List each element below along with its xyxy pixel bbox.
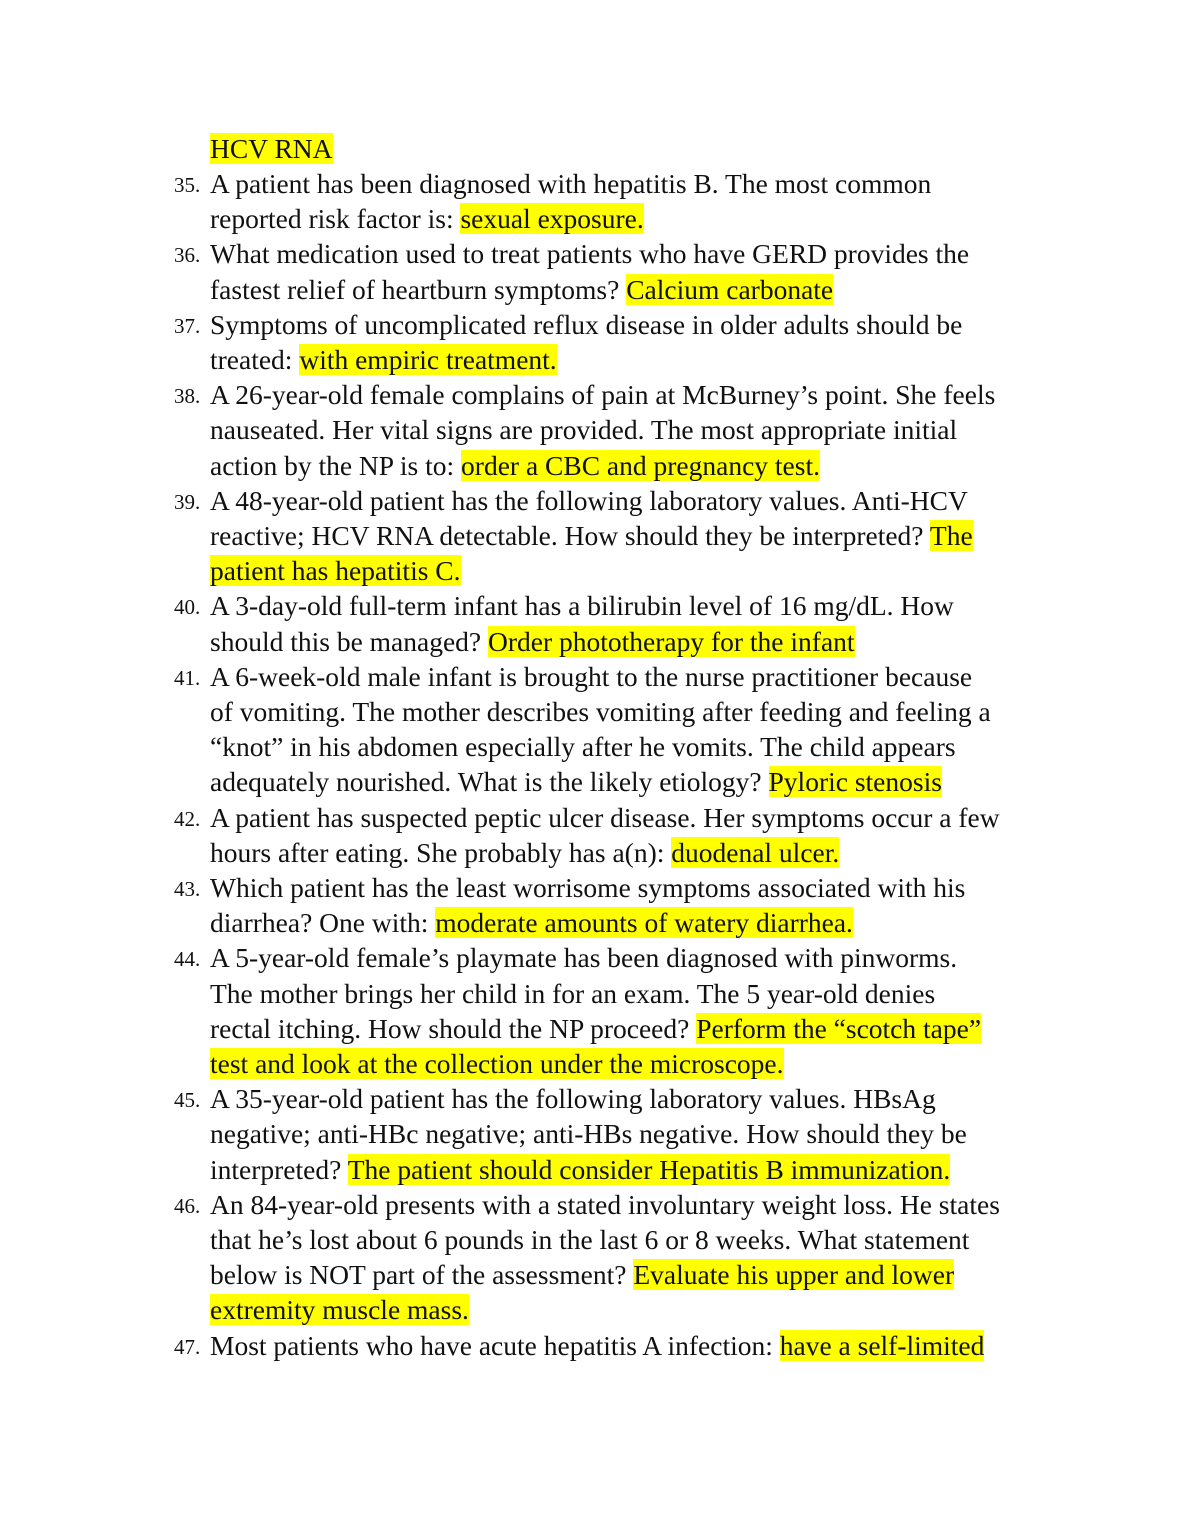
question-number: 41. [174,666,201,690]
question-line [210,201,644,236]
question-line [210,800,1000,835]
question-text: of vomiting. The mother describes vomiting after feeding and feeling a [210,696,991,727]
answer-highlight: HCV RNA [210,133,333,164]
question-text: A 35-year-old patient has the following laboratory values. HBsAg [210,1083,936,1114]
question-number: 46. [174,1194,201,1218]
answer-highlight: extremity muscle mass. [210,1294,469,1325]
question-text: that he’s lost about 6 pounds in the last 6 or 8 weeks. What statement [210,1224,970,1255]
question-number: 43. [174,877,201,901]
question-line [210,236,969,271]
question-number: 36. [174,243,201,267]
question-text: Symptoms of uncomplicated reflux disease in older adults should be [210,309,963,340]
question-text: “knot” in his abdomen especially after he vomits. The child appears [210,731,956,762]
question-line [210,377,995,412]
question-line [210,659,972,694]
question-line [210,1222,969,1257]
question-text: should this be managed? [210,626,488,657]
question-line [210,694,991,729]
answer-highlight: patient has hepatitis C. [210,555,461,586]
question-line [210,835,839,870]
question-number: 40. [174,595,201,619]
question-line [210,553,461,588]
answer-highlight: Evaluate his upper and lower [633,1259,955,1290]
question-line [210,624,855,659]
question-line [210,1081,936,1116]
question-text: A 48-year-old patient has the following laboratory values. Anti-HCV [210,485,968,516]
question-text: diarrhea? One with: [210,907,436,938]
question-text: reactive; HCV RNA detectable. How should they be interpreted? [210,520,930,551]
question-text: fastest relief of heartburn symptoms? [210,274,627,305]
answer-highlight: order a CBC and pregnancy test. [461,450,820,481]
question-line [210,448,820,483]
question-line [210,1011,981,1046]
answer-highlight: moderate amounts of watery diarrhea. [435,907,853,938]
question-number: 37. [174,314,201,338]
question-text: nauseated. Her vital signs are provided. The most appropriate initial [210,414,958,445]
question-line [210,905,853,940]
question-line [210,1328,984,1363]
answer-highlight: have a self-limited [779,1330,985,1361]
question-line [210,272,833,307]
question-line [210,342,557,377]
question-text: A 26-year-old female complains of pain at McBurney’s point. She feels [210,379,996,410]
answer-highlight: duodenal ulcer. [671,837,840,868]
question-number: 47. [174,1335,201,1359]
question-number: 38. [174,384,201,408]
question-text: below is NOT part of the assessment? [210,1259,634,1290]
answer-highlight: with empiric treatment. [299,344,557,375]
question-number: 35. [174,173,201,197]
answer-highlight: sexual exposure. [460,203,644,234]
question-number: 42. [174,807,201,831]
question-line [210,1187,1000,1222]
question-text: A 3-day-old full-term infant has a bilirubin level of 16 mg/dL. How [210,590,954,621]
question-text: An 84-year-old presents with a stated involuntary weight loss. He states [210,1189,1000,1220]
question-text: adequately nourished. What is the likely etiology? [210,766,769,797]
answer-highlight: test and look at the collection under the microscope. [210,1048,784,1079]
question-text: Most patients who have acute hepatitis A infection: [210,1330,780,1361]
question-text: negative; anti-HBc negative; anti-HBs negative. How should they be [210,1118,967,1149]
continuation-line [210,131,333,166]
question-text: Which patient has the least worrisome symptoms associated with his [210,872,966,903]
question-text: A patient has suspected peptic ulcer disease. Her symptoms occur a few [210,802,1000,833]
question-number: 45. [174,1088,201,1112]
question-line [210,729,956,764]
question-text: A 5-year-old female’s playmate has been diagnosed with pinworms. [210,942,958,973]
question-text: treated: [210,344,300,375]
answer-highlight: Perform the “scotch tape” [696,1013,982,1044]
question-text: What medication used to treat patients who have GERD provides the [210,238,970,269]
question-line [210,588,954,623]
question-text: A patient has been diagnosed with hepatitis B. The most common [210,168,932,199]
question-line [210,976,935,1011]
question-text: reported risk factor is: [210,203,461,234]
question-text: A 6-week-old male infant is brought to the nurse practitioner because [210,661,973,692]
question-line [210,764,942,799]
question-line [210,1257,954,1292]
question-line [210,1152,950,1187]
question-text: The mother brings her child in for an exam. The 5 year-old denies [210,978,936,1009]
question-text: interpreted? [210,1154,348,1185]
question-number: 44. [174,947,201,971]
question-line [210,1116,967,1151]
question-text: hours after eating. She probably has a(n): [210,837,672,868]
answer-highlight: Order phototherapy for the infant [488,626,855,657]
answer-highlight: Pyloric stenosis [768,766,942,797]
answer-highlight: Calcium carbonate [626,274,834,305]
answer-highlight: The patient should consider Hepatitis B immunization. [347,1154,951,1185]
question-line [210,940,957,975]
question-line [210,412,957,447]
question-line [210,870,965,905]
question-line [210,1292,469,1327]
question-number: 39. [174,490,201,514]
question-line [210,518,973,553]
question-line [210,307,962,342]
question-line [210,1046,784,1081]
question-line [210,483,968,518]
question-text: rectal itching. How should the NP proceed? [210,1013,697,1044]
question-text: action by the NP is to: [210,450,462,481]
answer-highlight: The [929,520,973,551]
question-line [210,166,931,201]
